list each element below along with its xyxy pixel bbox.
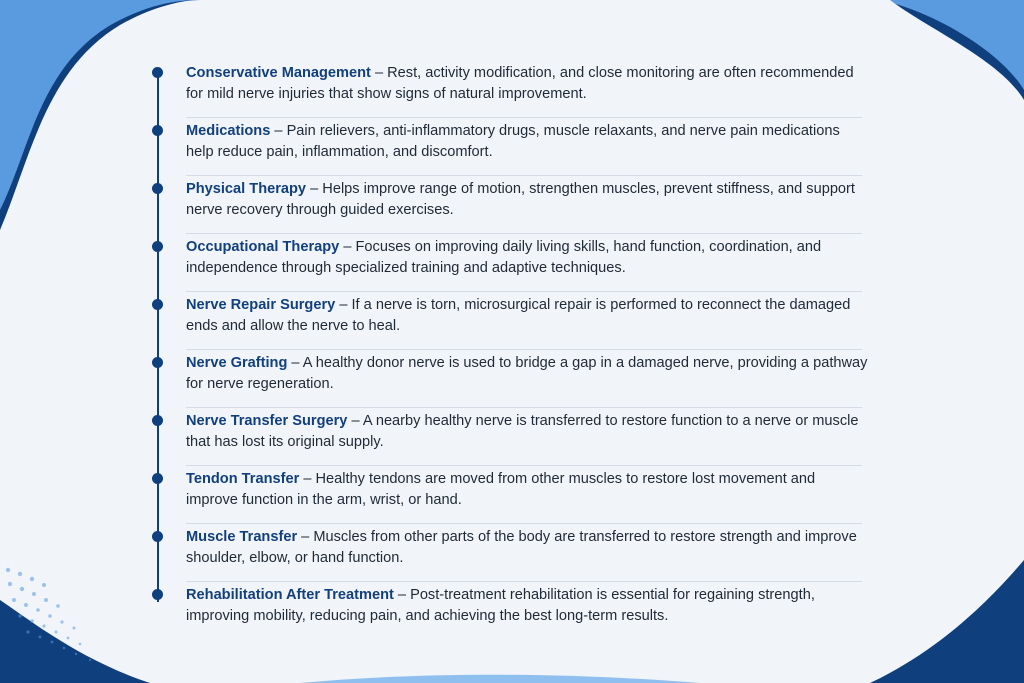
- item-description: – A nearby healthy nerve is transferred to restore function to a nerve or muscle that has lost its original supply.: [186, 413, 859, 450]
- bullet-dot-icon: [152, 183, 163, 194]
- item-description: – If a nerve is torn, microsurgical repair is performed to reconnect the damaged ends and allow the nerve to heal.: [186, 297, 851, 334]
- treatment-list: [150, 60, 870, 640]
- item-description: – Pain relievers, anti-inflammatory drugs, muscle relaxants, and nerve pain medications help reduce pain, inflammation, and discomfort.: [186, 123, 840, 160]
- item-title: Conservative Management: [186, 65, 371, 81]
- list-item: [150, 234, 870, 292]
- item-title: Physical Therapy: [186, 181, 307, 197]
- item-title: Occupational Therapy: [186, 239, 340, 255]
- list-item: [150, 582, 870, 640]
- list-item: [150, 466, 870, 524]
- list-item: [150, 60, 870, 118]
- item-title: Muscle Transfer: [186, 529, 298, 545]
- item-title: Nerve Grafting: [186, 355, 288, 371]
- bullet-dot-icon: [152, 299, 163, 310]
- item-title: Tendon Transfer: [186, 471, 300, 487]
- list-item: [150, 524, 870, 582]
- bullet-dot-icon: [152, 67, 163, 78]
- dot-pattern-decoration: [0, 560, 170, 680]
- item-title: Medications: [186, 123, 271, 139]
- list-item: [150, 350, 870, 408]
- item-description: – Healthy tendons are moved from other muscles to restore lost movement and improve function in the arm, wrist, or hand.: [186, 471, 816, 508]
- item-description: – Helps improve range of motion, strengthen muscles, prevent stiffness, and support nerve recovery through guided exercises.: [186, 181, 855, 218]
- item-title: Nerve Transfer Surgery: [186, 413, 348, 429]
- bullet-dot-icon: [152, 531, 163, 542]
- bullet-dot-icon: [152, 589, 163, 600]
- list-item: [150, 176, 870, 234]
- list-item: [150, 118, 870, 176]
- item-description: – Muscles from other parts of the body are transferred to restore strength and improve shoulder, elbow, or hand function.: [186, 529, 857, 566]
- list-item: [150, 292, 870, 350]
- list-item: [150, 408, 870, 466]
- item-description: – Rest, activity modification, and close monitoring are often recommended for mild nerve injuries that show signs of natural improvement.: [186, 65, 854, 102]
- bullet-dot-icon: [152, 415, 163, 426]
- item-description: – Focuses on improving daily living skills, hand function, coordination, and independence through specialized training and adaptive techniques.: [186, 239, 822, 276]
- item-title: Rehabilitation After Treatment: [186, 587, 394, 603]
- bullet-dot-icon: [152, 125, 163, 136]
- bullet-dot-icon: [152, 241, 163, 252]
- item-title: Nerve Repair Surgery: [186, 297, 336, 313]
- bullet-dot-icon: [152, 473, 163, 484]
- bullet-dot-icon: [152, 357, 163, 368]
- item-description: – A healthy donor nerve is used to bridge a gap in a damaged nerve, providing a pathway for nerve regeneration.: [186, 355, 868, 392]
- item-description: – Post-treatment rehabilitation is essential for regaining strength, improving mobility, reducing pain, and achieving the best long-term results.: [186, 587, 815, 624]
